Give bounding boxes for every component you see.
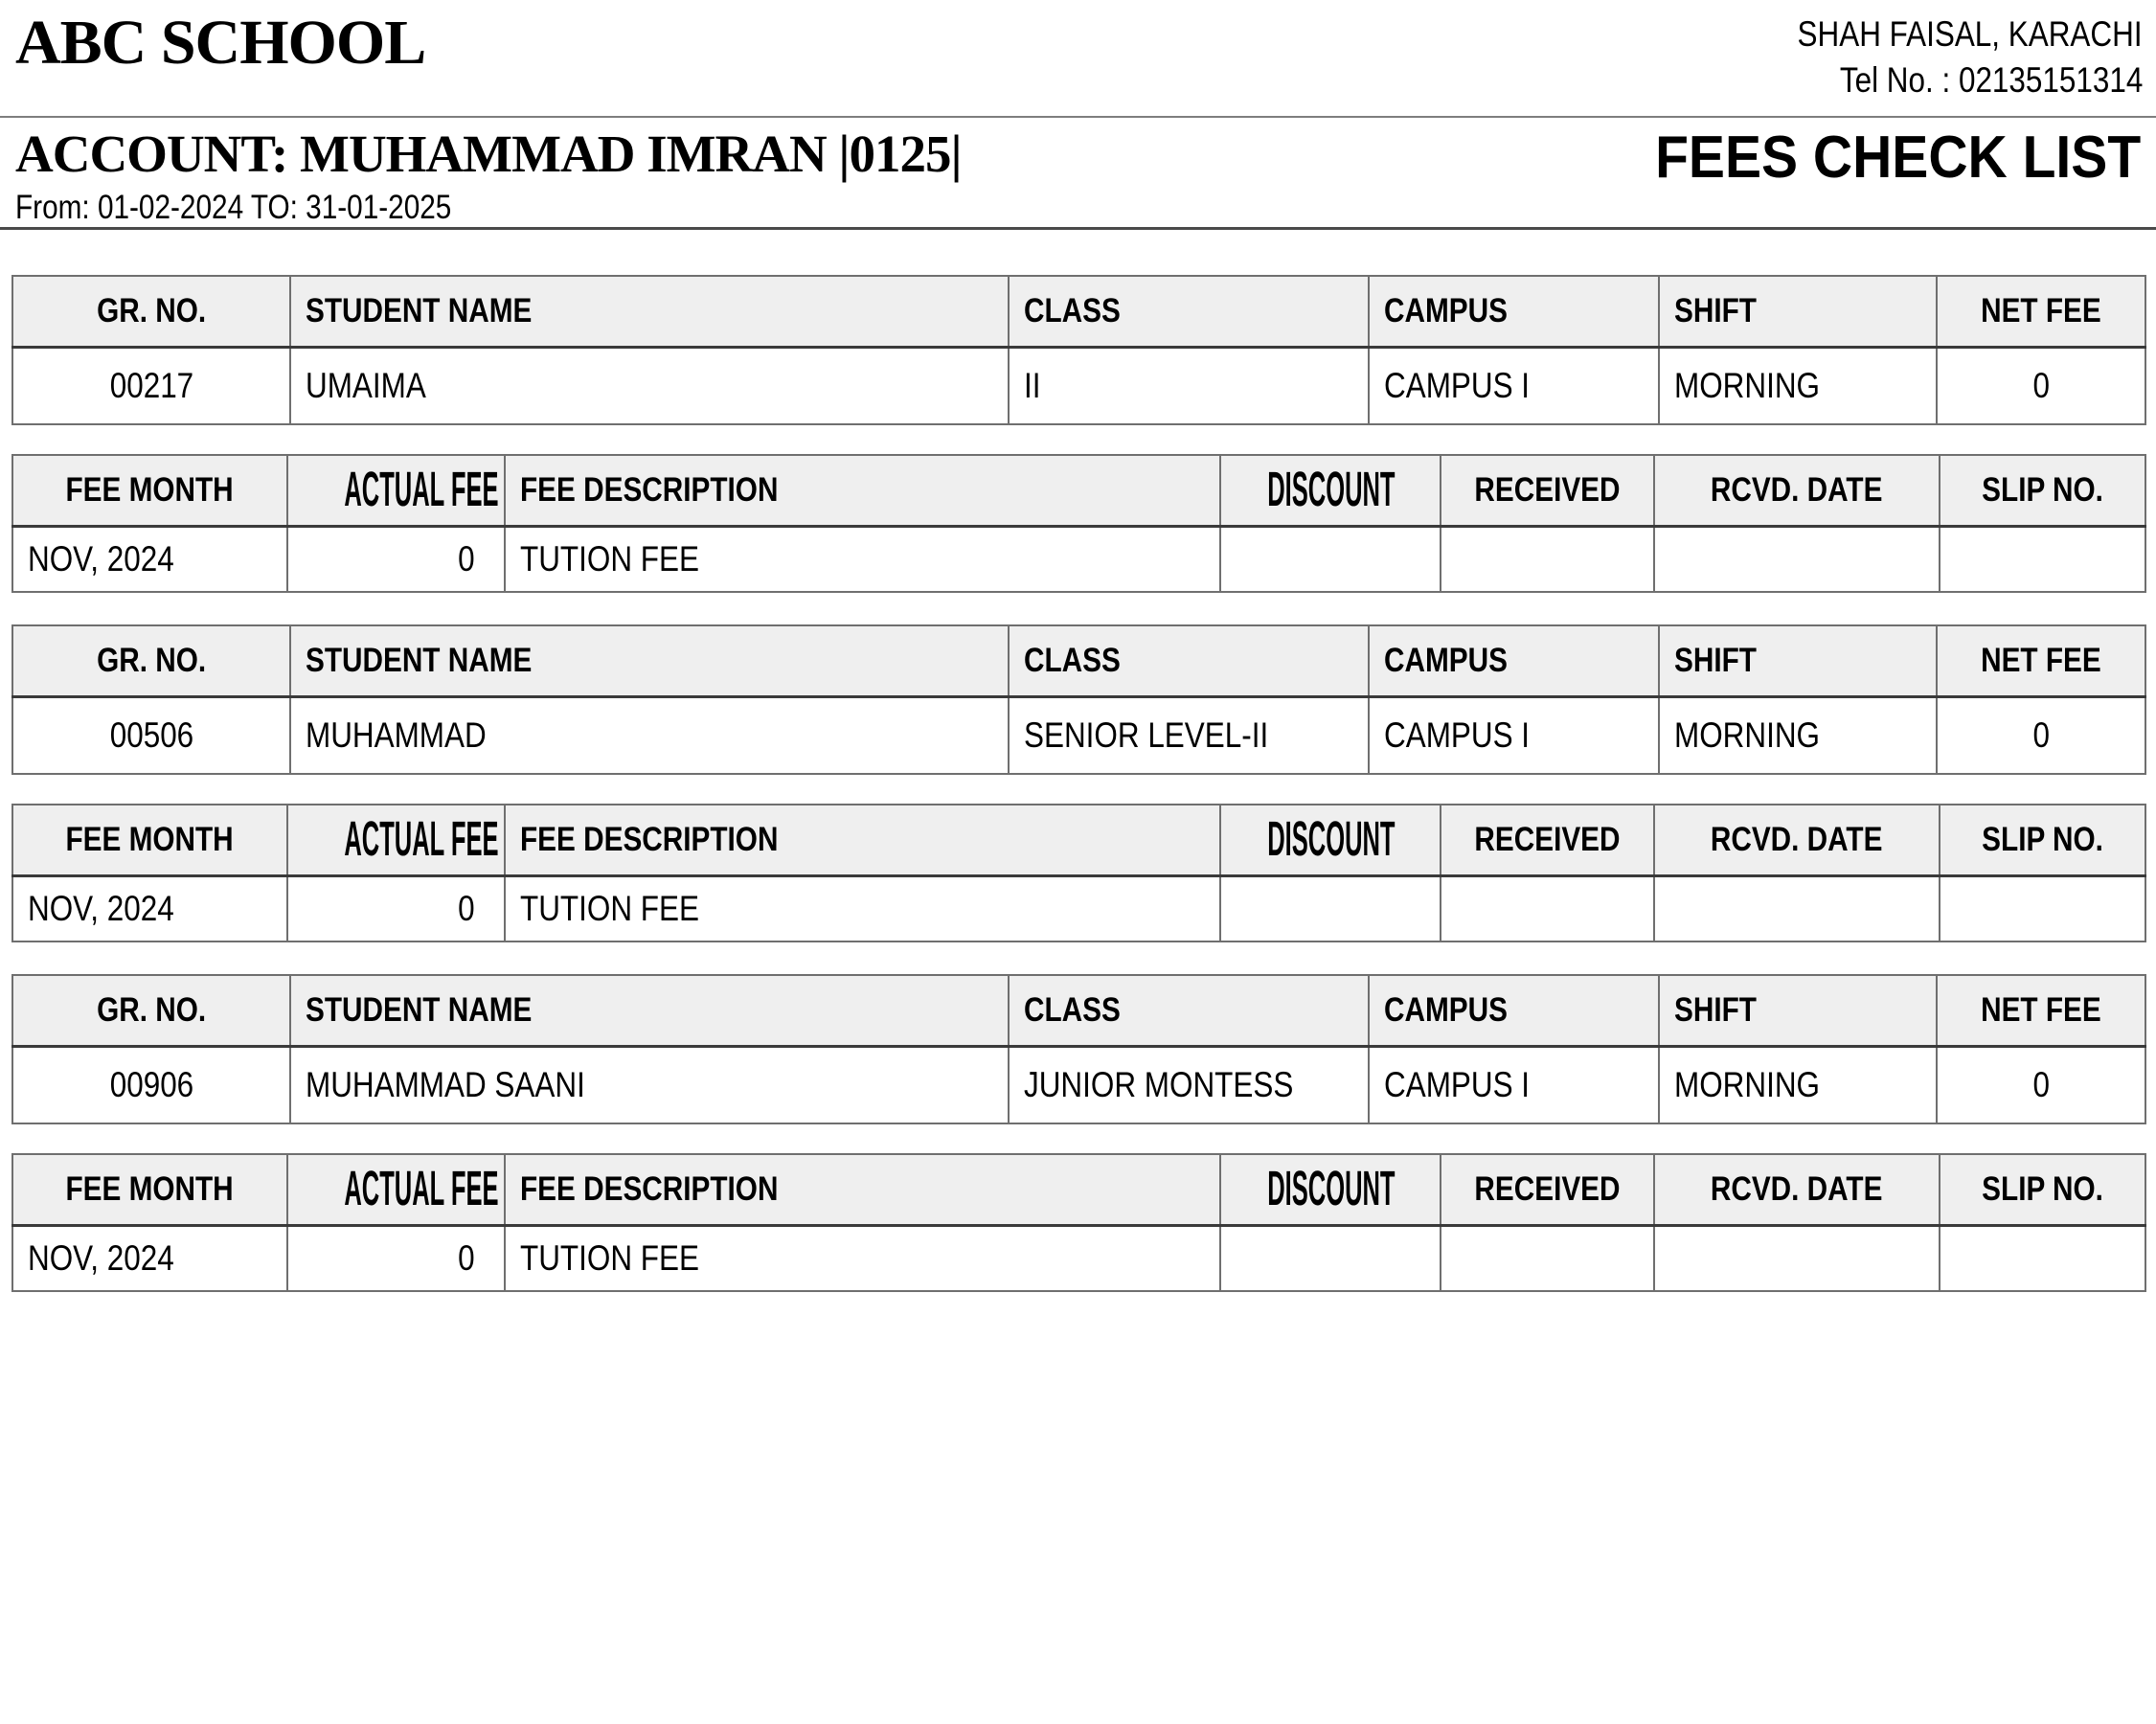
discount-cell [1220, 1226, 1441, 1292]
col-header-received: RECEIVED [1441, 1154, 1654, 1226]
col-header-class: CLASS [1009, 975, 1369, 1047]
col-header-net-fee: NET FEE [1937, 625, 2145, 697]
account-bar [0, 118, 2156, 227]
class-cell: SENIOR LEVEL-II [1009, 697, 1369, 775]
col-header-discount: DISCOUNT [1220, 805, 1441, 876]
fee-header-row [12, 455, 2145, 527]
campus-cell: CAMPUS I [1369, 348, 1659, 425]
net-fee-cell: 0 [1937, 1047, 2145, 1124]
campus-cell: CAMPUS I [1369, 1047, 1659, 1124]
col-header-rcvd-date: RCVD. DATE [1654, 455, 1940, 527]
class-cell: II [1009, 348, 1369, 425]
col-header-actual-fee: ACTUAL FEE [287, 455, 505, 527]
fee-row [12, 527, 2145, 593]
fee-header-row [12, 805, 2145, 876]
col-header-fee-description: FEE DESCRIPTION [505, 455, 1220, 527]
class-cell: JUNIOR MONTESS [1009, 1047, 1369, 1124]
student-table [11, 624, 2146, 775]
school-address: SHAH FAISAL, KARACHI [1797, 14, 2143, 54]
col-header-fee-month: FEE MONTH [12, 1154, 287, 1226]
rcvd-date-cell [1654, 1226, 1940, 1292]
gr-no-cell: 00217 [12, 348, 290, 425]
col-header-student-name: STUDENT NAME [290, 276, 1009, 348]
slip-no-cell [1940, 527, 2145, 593]
slip-no-cell [1940, 1226, 2145, 1292]
school-name: ABC SCHOOL [15, 8, 426, 78]
student-row [12, 1047, 2145, 1124]
fee-table [11, 1153, 2146, 1292]
col-header-fee-month: FEE MONTH [12, 455, 287, 527]
slip-no-cell [1940, 876, 2145, 942]
net-fee-cell: 0 [1937, 697, 2145, 775]
received-cell [1441, 527, 1654, 593]
col-header-campus: CAMPUS [1369, 276, 1659, 348]
col-header-gr-no: GR. NO. [12, 975, 290, 1047]
col-header-rcvd-date: RCVD. DATE [1654, 1154, 1940, 1226]
student-name-cell: MUHAMMAD SAANI [290, 1047, 1009, 1124]
student-row [12, 348, 2145, 425]
shift-cell: MORNING [1659, 348, 1937, 425]
student-header-row [12, 625, 2145, 697]
col-header-student-name: STUDENT NAME [290, 625, 1009, 697]
fee-month-cell: NOV, 2024 [12, 527, 287, 593]
student-section [0, 974, 2156, 1292]
col-header-fee-month: FEE MONTH [12, 805, 287, 876]
col-header-net-fee: NET FEE [1937, 276, 2145, 348]
student-name-cell: MUHAMMAD [290, 697, 1009, 775]
student-table [11, 275, 2146, 425]
col-header-actual-fee: ACTUAL FEE [287, 1154, 505, 1226]
fee-description-cell: TUTION FEE [505, 1226, 1220, 1292]
col-header-net-fee: NET FEE [1937, 975, 2145, 1047]
gr-no-cell: 00506 [12, 697, 290, 775]
fee-table [11, 454, 2146, 593]
rcvd-date-cell [1654, 876, 1940, 942]
student-name-cell: UMAIMA [290, 348, 1009, 425]
col-header-received: RECEIVED [1441, 805, 1654, 876]
account-divider [0, 227, 2156, 230]
col-header-campus: CAMPUS [1369, 975, 1659, 1047]
discount-cell [1220, 527, 1441, 593]
gr-no-cell: 00906 [12, 1047, 290, 1124]
fee-description-cell: TUTION FEE [505, 527, 1220, 593]
student-header-row [12, 975, 2145, 1047]
col-header-fee-description: FEE DESCRIPTION [505, 805, 1220, 876]
net-fee-cell: 0 [1937, 348, 2145, 425]
student-table [11, 974, 2146, 1124]
account-title: ACCOUNT: MUHAMMAD IMRAN |0125| [15, 125, 962, 183]
discount-cell [1220, 876, 1441, 942]
col-header-slip-no: SLIP NO. [1940, 1154, 2145, 1226]
col-header-shift: SHIFT [1659, 625, 1937, 697]
fee-row [12, 876, 2145, 942]
campus-cell: CAMPUS I [1369, 697, 1659, 775]
col-header-actual-fee: ACTUAL FEE [287, 805, 505, 876]
fee-month-cell: NOV, 2024 [12, 1226, 287, 1292]
col-header-discount: DISCOUNT [1220, 455, 1441, 527]
col-header-class: CLASS [1009, 625, 1369, 697]
col-header-gr-no: GR. NO. [12, 276, 290, 348]
shift-cell: MORNING [1659, 1047, 1937, 1124]
fee-header-row [12, 1154, 2145, 1226]
actual-fee-cell: 0 [287, 527, 505, 593]
student-row [12, 697, 2145, 775]
student-section [0, 275, 2156, 593]
shift-cell: MORNING [1659, 697, 1937, 775]
date-range: From: 01-02-2024 TO: 31-01-2025 [15, 189, 452, 226]
fee-description-cell: TUTION FEE [505, 876, 1220, 942]
fee-row [12, 1226, 2145, 1292]
col-header-discount: DISCOUNT [1220, 1154, 1441, 1226]
col-header-received: RECEIVED [1441, 455, 1654, 527]
col-header-student-name: STUDENT NAME [290, 975, 1009, 1047]
col-header-fee-description: FEE DESCRIPTION [505, 1154, 1220, 1226]
document-header [0, 0, 2156, 116]
col-header-rcvd-date: RCVD. DATE [1654, 805, 1940, 876]
school-tel: Tel No. : 02135151314 [1839, 60, 2143, 100]
col-header-slip-no: SLIP NO. [1940, 805, 2145, 876]
student-header-row [12, 276, 2145, 348]
report-title: FEES CHECK LIST [1654, 125, 2141, 191]
received-cell [1441, 1226, 1654, 1292]
col-header-campus: CAMPUS [1369, 625, 1659, 697]
col-header-class: CLASS [1009, 276, 1369, 348]
school-contact [1736, 10, 2143, 103]
fee-month-cell: NOV, 2024 [12, 876, 287, 942]
col-header-gr-no: GR. NO. [12, 625, 290, 697]
col-header-shift: SHIFT [1659, 276, 1937, 348]
col-header-shift: SHIFT [1659, 975, 1937, 1047]
fee-table [11, 804, 2146, 942]
rcvd-date-cell [1654, 527, 1940, 593]
actual-fee-cell: 0 [287, 1226, 505, 1292]
col-header-slip-no: SLIP NO. [1940, 455, 2145, 527]
received-cell [1441, 876, 1654, 942]
actual-fee-cell: 0 [287, 876, 505, 942]
student-section [0, 624, 2156, 942]
